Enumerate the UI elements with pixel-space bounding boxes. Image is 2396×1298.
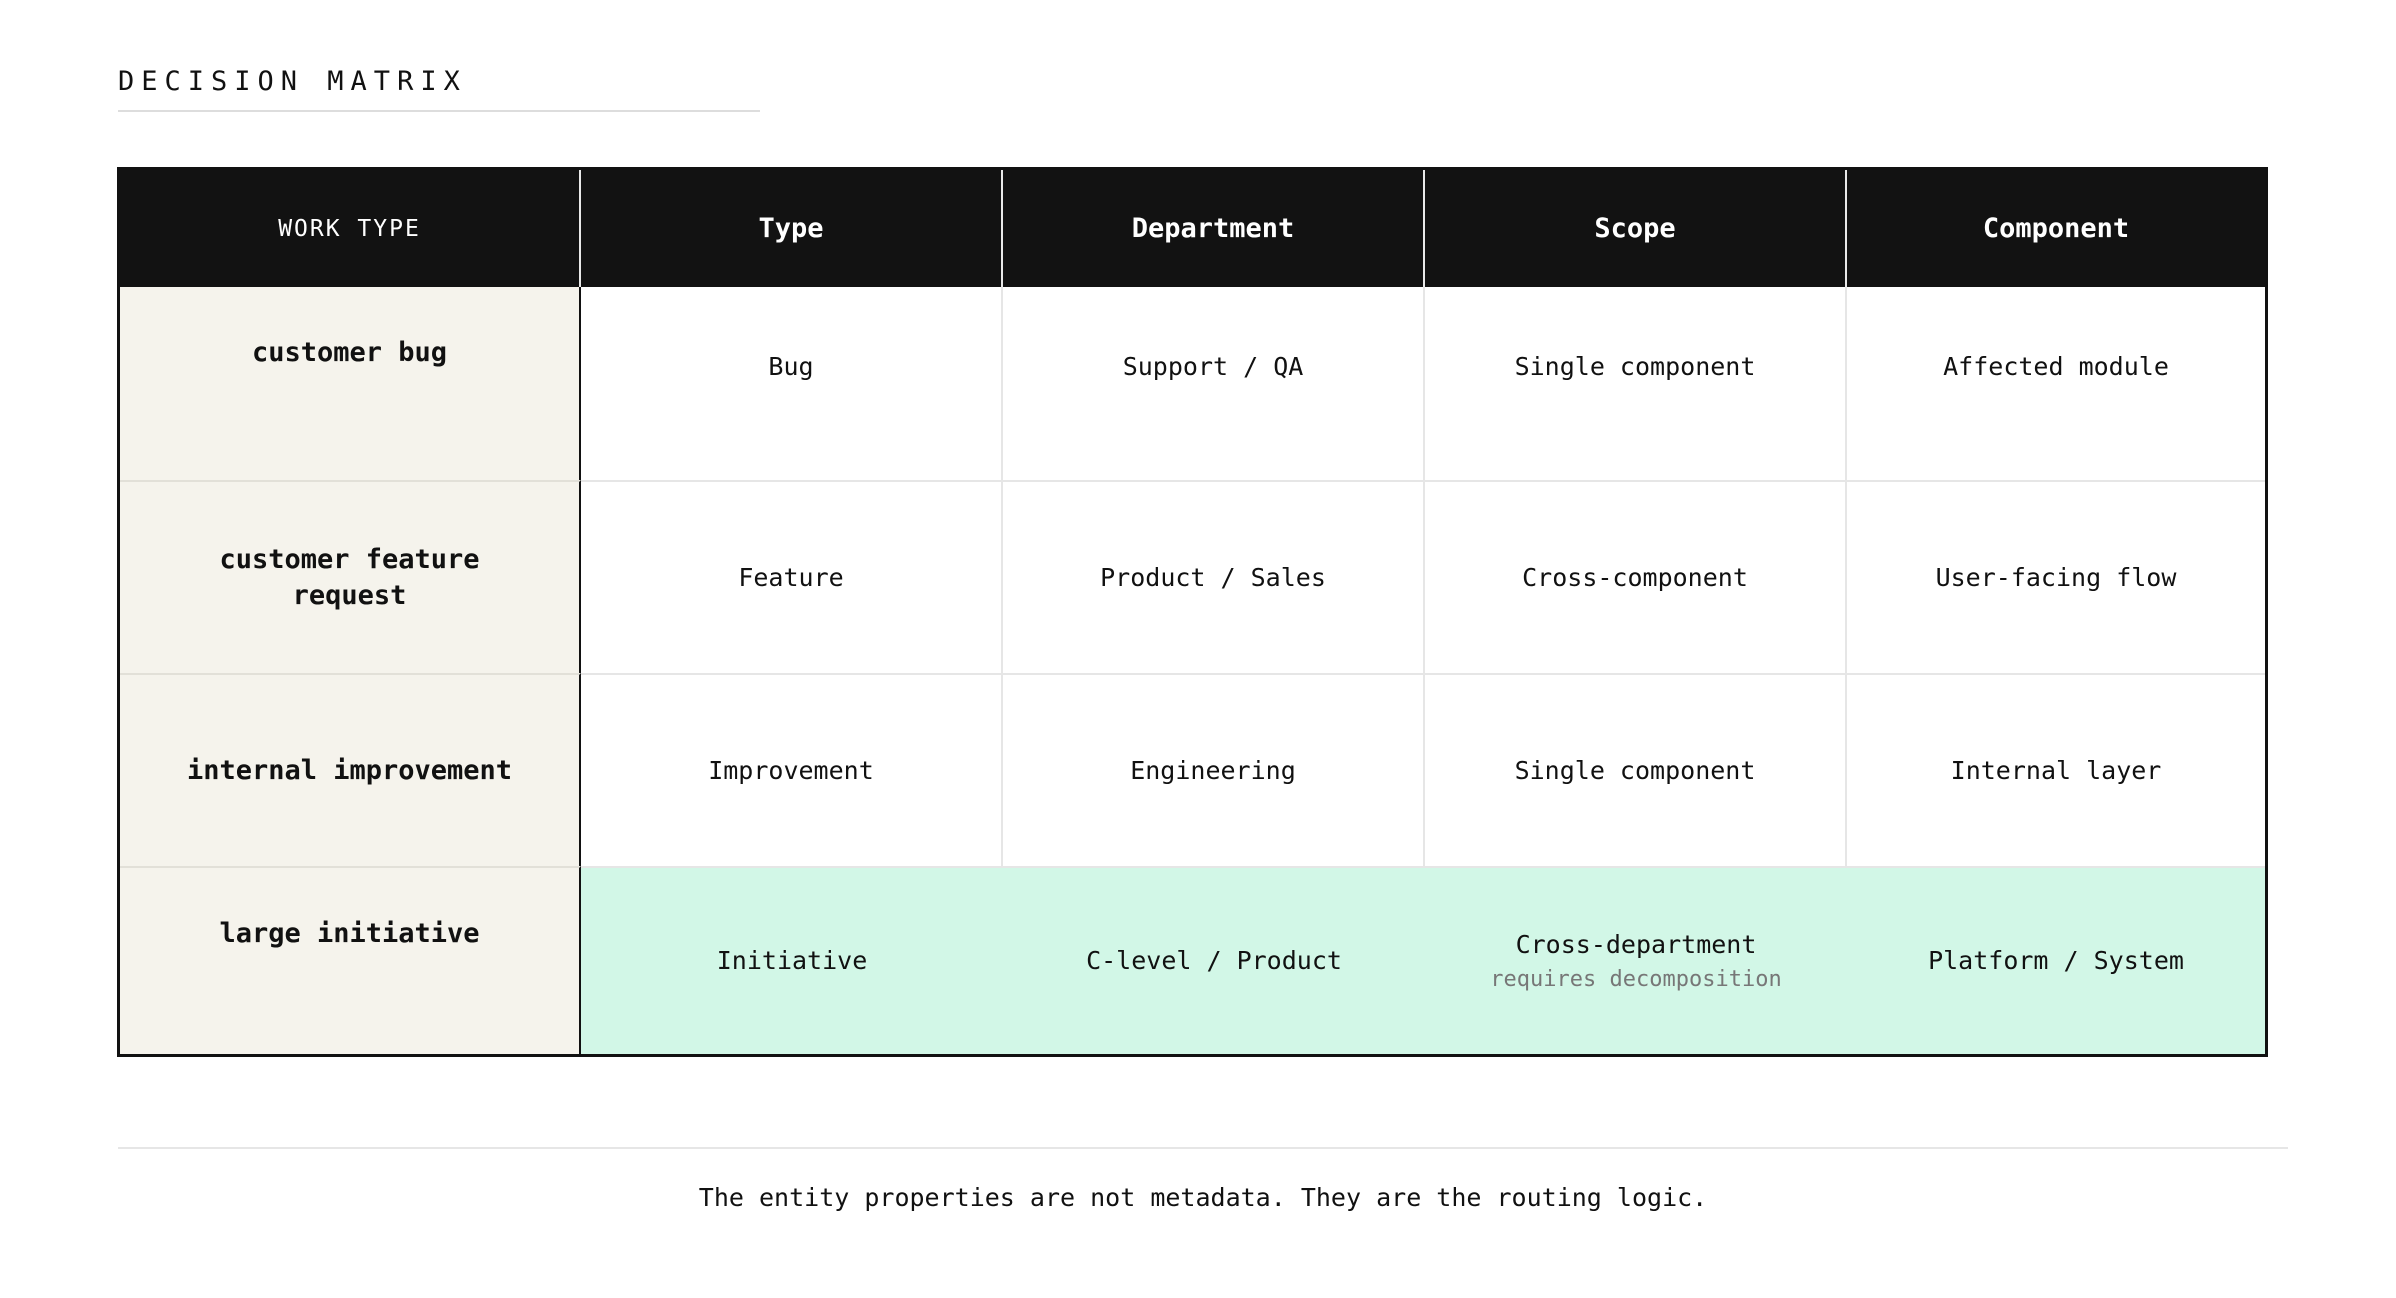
cell-scope [1425,866,1847,1054]
cell-text: Cross-component [1522,562,1748,592]
header-work-type: WORK TYPE [120,170,581,287]
cell-type [581,287,1003,480]
cell-text: Product / Sales [1100,562,1326,592]
cell-department [1003,866,1425,1054]
decision-matrix-table [117,167,2268,1057]
cell-scope [1425,480,1847,673]
cell-text: Cross-department [1515,930,1757,959]
cell-text: Affected module [1943,352,2169,381]
cell-type [581,480,1003,673]
page-title: DECISION MATRIX [118,66,467,97]
header-type: Type [581,170,1003,287]
cell-department [1003,480,1425,673]
cell-text: C-level / Product [1086,946,1342,975]
footer-caption: The entity properties are not metadata. They are the routing logic. [698,1183,1708,1212]
row-label-customer-bug: customer bug [120,287,581,480]
cell-type [581,673,1003,866]
cell-scope [1425,287,1847,480]
row-label-large-initiative: large initiative [120,866,581,1054]
cell-text: Internal layer [1950,755,2162,785]
header-component: Component [1847,170,2265,287]
footer-divider [118,1147,2288,1149]
cell-text: Improvement [708,755,874,785]
cell-text: Initiative [716,946,868,975]
cell-text: Single component [1514,352,1756,381]
cell-component [1847,673,2265,866]
cell-text: Platform / System [1928,946,2184,975]
cell-text: Engineering [1130,755,1296,785]
cell-text: Bug [768,352,814,381]
cell-scope [1425,673,1847,866]
row-label-internal-improvement: internal improvement [120,673,581,866]
cell-text: Single component [1514,755,1756,785]
cell-text: Feature [738,562,844,592]
title-divider [118,110,760,112]
header-scope: Scope [1425,170,1847,287]
cell-text: User-facing flow [1935,562,2177,592]
cell-component [1847,866,2265,1054]
header-department: Department [1003,170,1425,287]
row-label-customer-feature-request: customer feature request [120,480,581,673]
cell-department [1003,287,1425,480]
cell-department [1003,673,1425,866]
cell-component [1847,480,2265,673]
decomposition-note: requires decomposition [1490,967,1782,992]
cell-type [581,866,1003,1054]
cell-text: Support / QA [1122,352,1304,381]
cell-component [1847,287,2265,480]
